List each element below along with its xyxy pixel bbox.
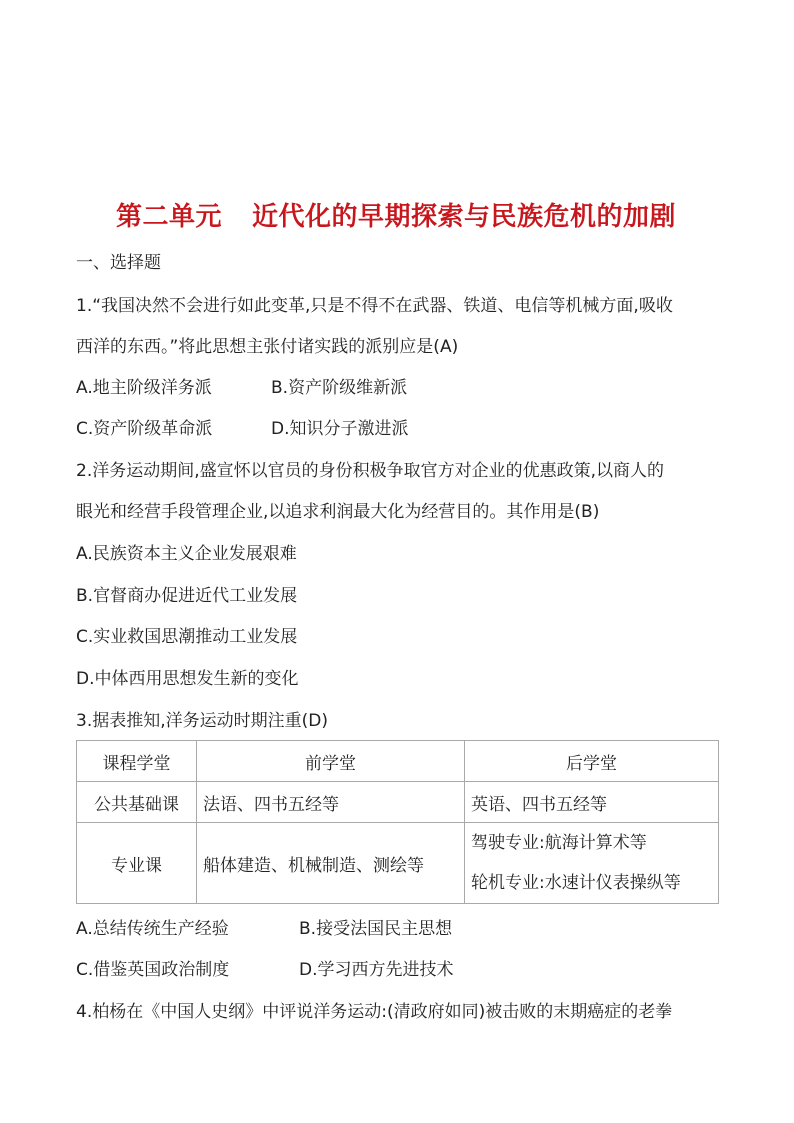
q1-option-d: D.知识分子激进派 [271, 419, 409, 439]
q3-option-b: B.接受法国民主思想 [299, 919, 453, 939]
table-cell: 船体建造、机械制造、测绘等 [197, 823, 465, 904]
table-cell-line: 轮机专业:水速计仪表操纵等 [471, 873, 681, 893]
q2-stem-line1: 2.洋务运动期间,盛宣怀以官员的身份积极争取官方对企业的优惠政策,以商人的 [76, 461, 665, 481]
q3-option-d: D.学习西方先进技术 [299, 960, 454, 980]
q3-option-c: C.借鉴英国政治制度 [76, 960, 230, 980]
table-header-cell: 课程学堂 [77, 741, 197, 782]
q1-stem-line1: 1.“我国决然不会进行如此变革,只是不得不在武器、铁道、电信等机械方面,吸收 [76, 296, 673, 316]
table-cell: 英语、四书五经等 [465, 782, 719, 823]
q2-option-a: A.民族资本主义企业发展艰难 [76, 544, 297, 564]
table-header-cell: 后学堂 [465, 741, 719, 782]
q2-option-b: B.官督商办促进近代工业发展 [76, 586, 298, 606]
q2-option-d: D.中体西用思想发生新的变化 [76, 669, 299, 689]
q2-option-c: C.实业救国思潮推动工业发展 [76, 627, 298, 647]
unit-number: 第二单元 [115, 202, 222, 232]
q1-stem-line2: 西洋的东西。”将此思想主张付诸实践的派别应是(A) [76, 337, 459, 357]
q1-option-c: C.资产阶级革命派 [76, 419, 213, 439]
table-header-row [77, 741, 719, 782]
unit-title [76, 196, 716, 233]
q1-option-a: A.地主阶级洋务派 [76, 378, 212, 398]
q2-stem-line2: 眼光和经营手段管理企业,以追求利润最大化为经营目的。其作用是(B) [76, 502, 600, 522]
table-row-label: 公共基础课 [77, 782, 197, 823]
unit-name: 近代化的早期探索与民族危机的加剧 [252, 202, 677, 232]
table-header-cell: 前学堂 [197, 741, 465, 782]
q1-option-b: B.资产阶级维新派 [271, 378, 408, 398]
q3-stem: 3.据表推知,洋务运动时期注重(D) [76, 711, 328, 731]
section-heading: 一、选择题 [76, 253, 161, 273]
table-cell: 法语、四书五经等 [197, 782, 465, 823]
table-cell-line: 驾驶专业:航海计算术等 [471, 833, 647, 853]
table-cell-stacked [465, 823, 719, 904]
table-row [77, 823, 719, 904]
table-row-label: 专业课 [77, 823, 197, 904]
q4-stem-line1: 4.柏杨在《中国人史纲》中评说洋务运动:(清政府如同)被击败的末期癌症的老拳 [76, 1002, 673, 1022]
table-row [77, 782, 719, 823]
course-table [76, 740, 719, 904]
q3-option-a: A.总结传统生产经验 [76, 919, 229, 939]
